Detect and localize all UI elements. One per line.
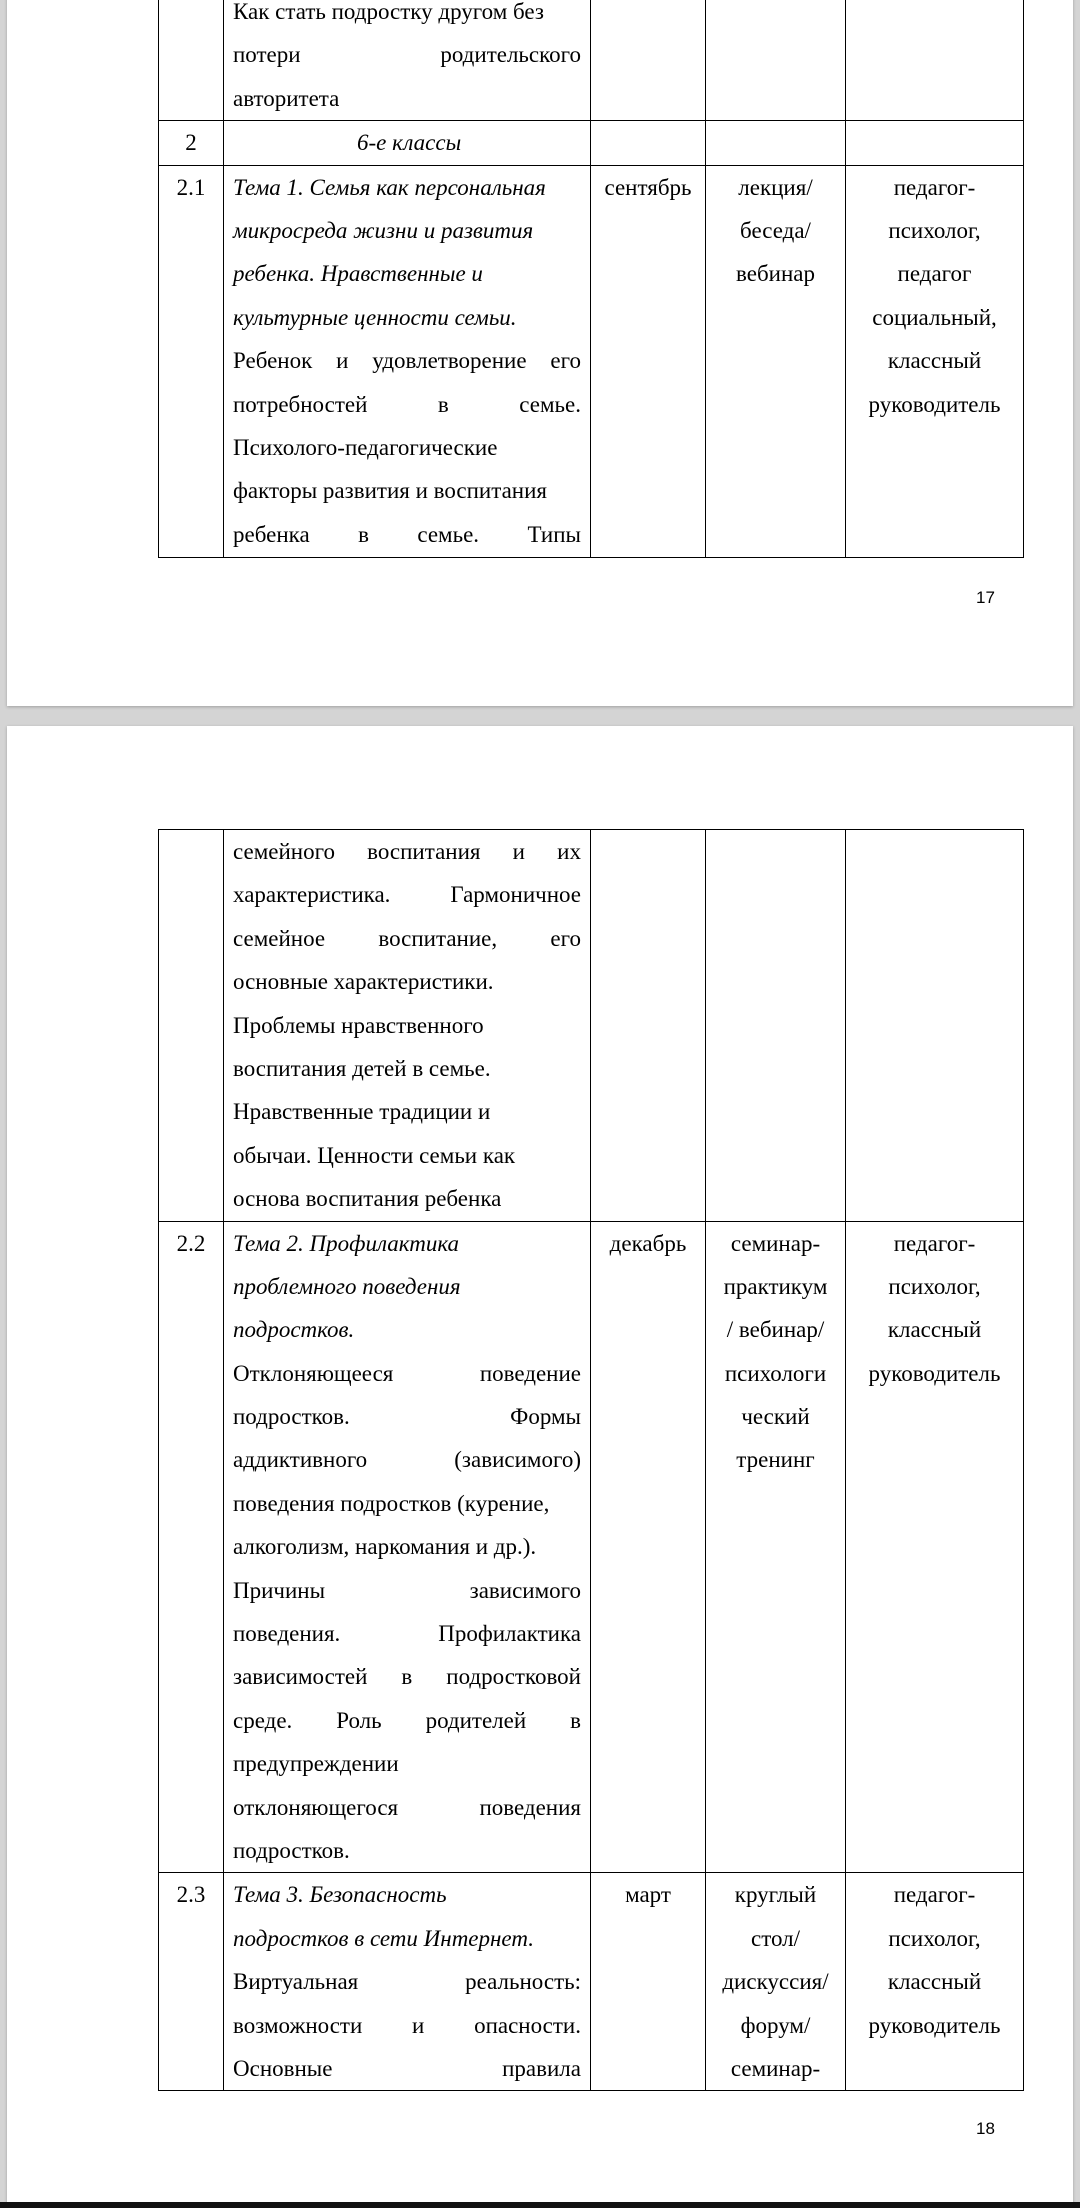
topic-line: Тема 1. Семья как персональная [233,174,546,200]
resp-line: педагог [897,261,972,287]
row-num: 2.2 [159,1221,224,1873]
form-line: беседа/ [740,217,811,243]
text-line: потребностей в семье. [233,391,581,417]
resp-line: психолог, [888,1273,981,1299]
text-line: среде. Роль родителей в [233,1707,581,1733]
form-line: дискуссия/ [722,1969,829,1995]
text-line: воспитания детей в семье. [233,1055,491,1081]
table-row [159,830,1024,1222]
text-line: Как стать подростку другом без [233,0,544,24]
text-line: Психолого-педагогические [233,434,498,460]
text-line: факторы развития и воспитания [233,478,547,504]
cell-responsible [846,830,1024,1222]
cell-month: сентябрь [591,165,706,557]
text-line: поведения подростков (курение, [233,1490,550,1516]
form-line: практикум [723,1273,828,1299]
row-num: 2.3 [159,1873,224,2091]
form-line: семинар- [730,2055,821,2081]
topic-line: Тема 3. Безопасность [233,1882,447,1908]
text-line: ребенка в семье. Типы [233,521,581,547]
cell-month [591,0,706,121]
page-18 [7,726,1073,2208]
cell-responsible [846,1221,1024,1873]
cell-month [591,830,706,1222]
topic-line: подростков в сети Интернет. [233,1925,534,1951]
text-line: возможности и опасности. [233,2012,581,2038]
text-line: подростков. [233,1837,350,1863]
section-row [159,121,1024,165]
text-line: потери родительского [233,42,581,68]
cell-description [224,0,591,121]
viewer-bottom-bar [0,2202,1080,2208]
cell-form [706,1873,846,2091]
form-line: тренинг [736,1447,815,1473]
text-line: зависимостей в подростковой [233,1664,581,1690]
topic-line: ребенка. Нравственные и [233,261,483,287]
resp-line: классный [887,348,982,374]
resp-line: педагог- [893,174,976,200]
topic-line: Тема 2. Профилактика [233,1230,460,1256]
text-line: алкоголизм, наркомания и др.). [233,1534,537,1560]
text-line: Проблемы нравственного [233,1012,484,1038]
form-line: форум/ [740,2012,811,2038]
text-line: Причины зависимого [233,1577,581,1603]
cell-num [159,0,224,121]
text-line: подростков. Формы [233,1404,581,1430]
cell-form [706,165,846,557]
cell-form [706,1221,846,1873]
text-line: авторитета [233,85,340,111]
page-number: 18 [976,2119,995,2138]
cell-description [224,1873,591,2091]
cell-responsible [846,1873,1024,2091]
cell-responsible [846,121,1024,165]
text-line: Нравственные традиции и [233,1099,491,1125]
cell-num [159,830,224,1222]
resp-line: классный [887,1317,982,1343]
resp-line: руководитель [868,1360,1001,1386]
text-line: аддиктивного (зависимого) [233,1447,581,1473]
cell-month: март [591,1873,706,2091]
form-line: круглый [734,1882,817,1908]
text-line: Ребенок и удовлетворение его [233,348,581,374]
cell-month: декабрь [591,1221,706,1873]
text-line: Виртуальная реальность: [233,1969,581,1995]
topic-line: микросреда жизни и развития [233,217,534,243]
section-label-cell [224,121,591,165]
resp-line: социальный, [872,304,997,330]
text-line: Основные правила [233,2055,581,2081]
topic-line: культурные ценности семьи. [233,304,517,330]
table-row [159,0,1024,121]
resp-line: руководитель [868,2012,1001,2038]
cell-form [706,830,846,1222]
text-line: семейного воспитания и их [233,839,581,864]
topic-line: подростков. [233,1317,355,1343]
section-num: 2 [159,121,224,165]
form-line: семинар- [730,1230,821,1256]
text-line: характеристика. Гармоничное [233,882,581,908]
form-line: стол/ [750,1925,801,1951]
text-line: обычаи. Ценности семьи как [233,1142,516,1168]
cell-form [706,0,846,121]
resp-line: педагог- [893,1230,976,1256]
cell-responsible [846,165,1024,557]
text-line: предупреждении [233,1751,399,1777]
text-line: поведения. Профилактика [233,1621,581,1647]
form-line: / вебинар/ [726,1317,825,1343]
resp-line: психолог, [888,1925,981,1951]
text-line: основные характеристики. [233,969,494,995]
page-number: 17 [976,588,995,607]
cell-responsible [846,0,1024,121]
topic-line: проблемного поведения [233,1273,461,1299]
form-line: вебинар [736,261,815,287]
page-17 [7,0,1073,706]
plan-table-page-18 [158,829,1024,2091]
text-line: семейное воспитание, его [233,925,581,951]
resp-line: классный [887,1969,982,1995]
table-row [159,1221,1024,1873]
table-row [159,165,1024,557]
text-line: основа воспитания ребенка [233,1186,502,1212]
resp-line: руководитель [868,391,1001,417]
form-line: психологи [724,1360,827,1386]
text-line: отклоняющегося поведения [233,1794,581,1820]
resp-line: педагог- [893,1882,976,1908]
text-line: Отклоняющееся поведение [233,1360,581,1386]
plan-table-page-17 [158,0,1024,558]
form-line: ческий [741,1404,810,1430]
section-label: 6-е классы [357,130,462,156]
table-row [159,1873,1024,2091]
cell-description [224,1221,591,1873]
cell-month [591,121,706,165]
cell-description [224,830,591,1222]
row-num: 2.1 [159,165,224,557]
cell-form [706,121,846,165]
resp-line: психолог, [888,217,981,243]
form-line: лекция/ [738,174,813,200]
cell-description [224,165,591,557]
